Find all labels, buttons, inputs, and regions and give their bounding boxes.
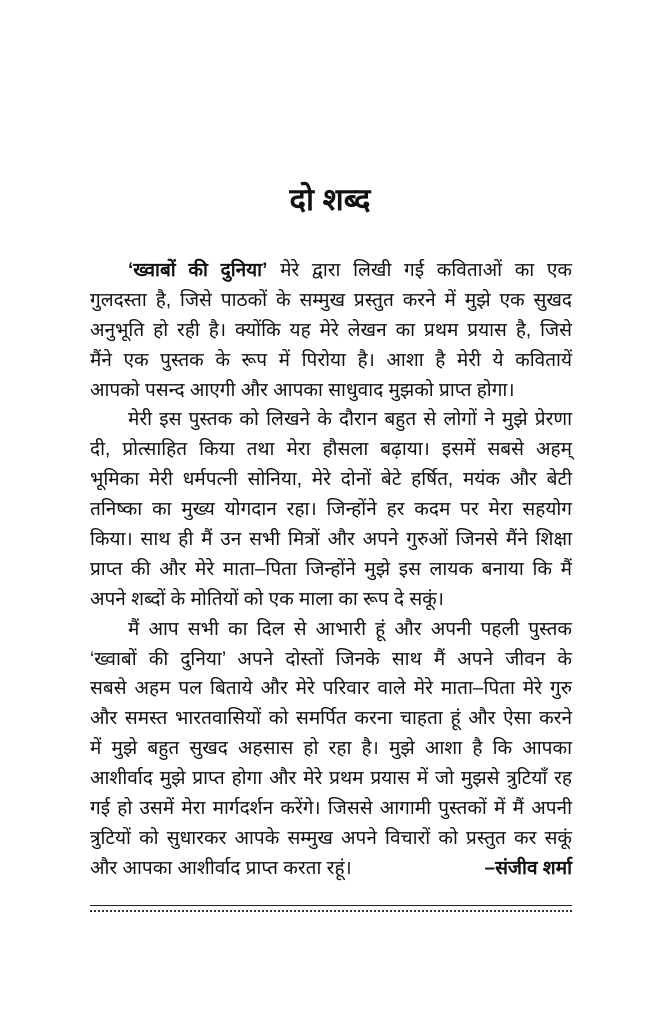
text-line: अनुभूति हो रही है। क्योंकि यह मेरे लेखन का प्रथम प्रयास है, जिसे xyxy=(90,319,572,341)
text-line: प्राप्त की और मेरे माता–पिता जिन्होंने मुझे इस लायक बनाया कि मैं xyxy=(90,558,572,580)
text-line: त्रुटियों को सुधारकर आपके सम्मुख अपने विचारों को प्रस्तुत कर सकूं xyxy=(90,827,572,849)
text-line: किया। साथ ही मैं उन सभी मित्रों और अपने गुरुओं जिनसे मैंने शिक्षा xyxy=(90,529,572,551)
text-line: सबसे अहम पल बिताये और मेरे परिवार वाले मेरे माता–पिता मेरे गुरु xyxy=(90,678,572,700)
text-line: और समस्त भारतवासियों को समर्पित करना चाहता हूं और ऐसा करने xyxy=(90,708,572,730)
page-title: दो शब्द xyxy=(289,182,371,217)
text-line: गई हो उसमें मेरा मार्गदर्शन करेंगे। जिससे आगामी पुस्तकों में मैं अपनी xyxy=(90,798,572,820)
text-line: गुलदस्ता है, जिसे पाठकों के सम्मुख प्रस्तुत करने में मुझे एक सुखद xyxy=(90,289,572,311)
text-line: भूमिका मेरी धर्मपत्नी सोनिया, मेरे दोनों बेटे हर्षित, मयंक और बेटी xyxy=(90,469,572,491)
text-line: में मुझे बहुत सुखद अहसास हो रहा है। मुझे आशा है कि आपका xyxy=(90,738,572,760)
text-line: ‘ख्वाबों की दुनिया’ अपने दोस्तों जिनके साथ मैं अपने जीवन के xyxy=(90,648,572,670)
text-line: अपने शब्दों के मोतियों को एक माला का रूप दे सकूं। xyxy=(90,588,444,610)
text-line: ‘ख्वाबों की दुनिया’ मेरे द्वारा लिखी गई कविताओं का एक xyxy=(128,260,572,281)
text-line: आपको पसन्द आएगी और आपका साधुवाद मुझको प्राप्त होगा। xyxy=(90,379,515,401)
text-line: आशीर्वाद मुझे प्राप्त होगा और मेरे प्रथम प्रयास में जो मुझसे त्रुटियाँ रह xyxy=(90,768,572,790)
footer-rule xyxy=(90,905,572,906)
text-line: मैंने एक पुस्तक के रूप में पिरोया है। आशा है मेरी ये कवितायें xyxy=(90,349,572,371)
text-line: मैं आप सभी का दिल से आभारी हूं और अपनी पहली पुस्तक xyxy=(128,618,572,640)
book-title: ‘ख्वाबों की दुनिया’ xyxy=(128,260,268,281)
footer-dotted-rule xyxy=(90,910,572,912)
text-line: और आपका आशीर्वाद प्राप्त करता रहूं। –संजीव शर्मा xyxy=(90,854,572,884)
text-line: मेरी इस पुस्तक को लिखने के दौरान बहुत से लोगों ने मुझे प्रेरणा xyxy=(128,409,572,431)
text-line: दी, प्रोत्साहित किया तथा मेरा हौसला बढ़ाया। इसमें सबसे अहम् xyxy=(90,439,572,461)
author-signature: –संजीव शर्मा xyxy=(484,857,572,879)
preface-body xyxy=(90,256,572,884)
text-line: तनिष्का का मुख्य योगदान रहा। जिन्होंने हर कदम पर मेरा सहयोग xyxy=(90,499,572,521)
